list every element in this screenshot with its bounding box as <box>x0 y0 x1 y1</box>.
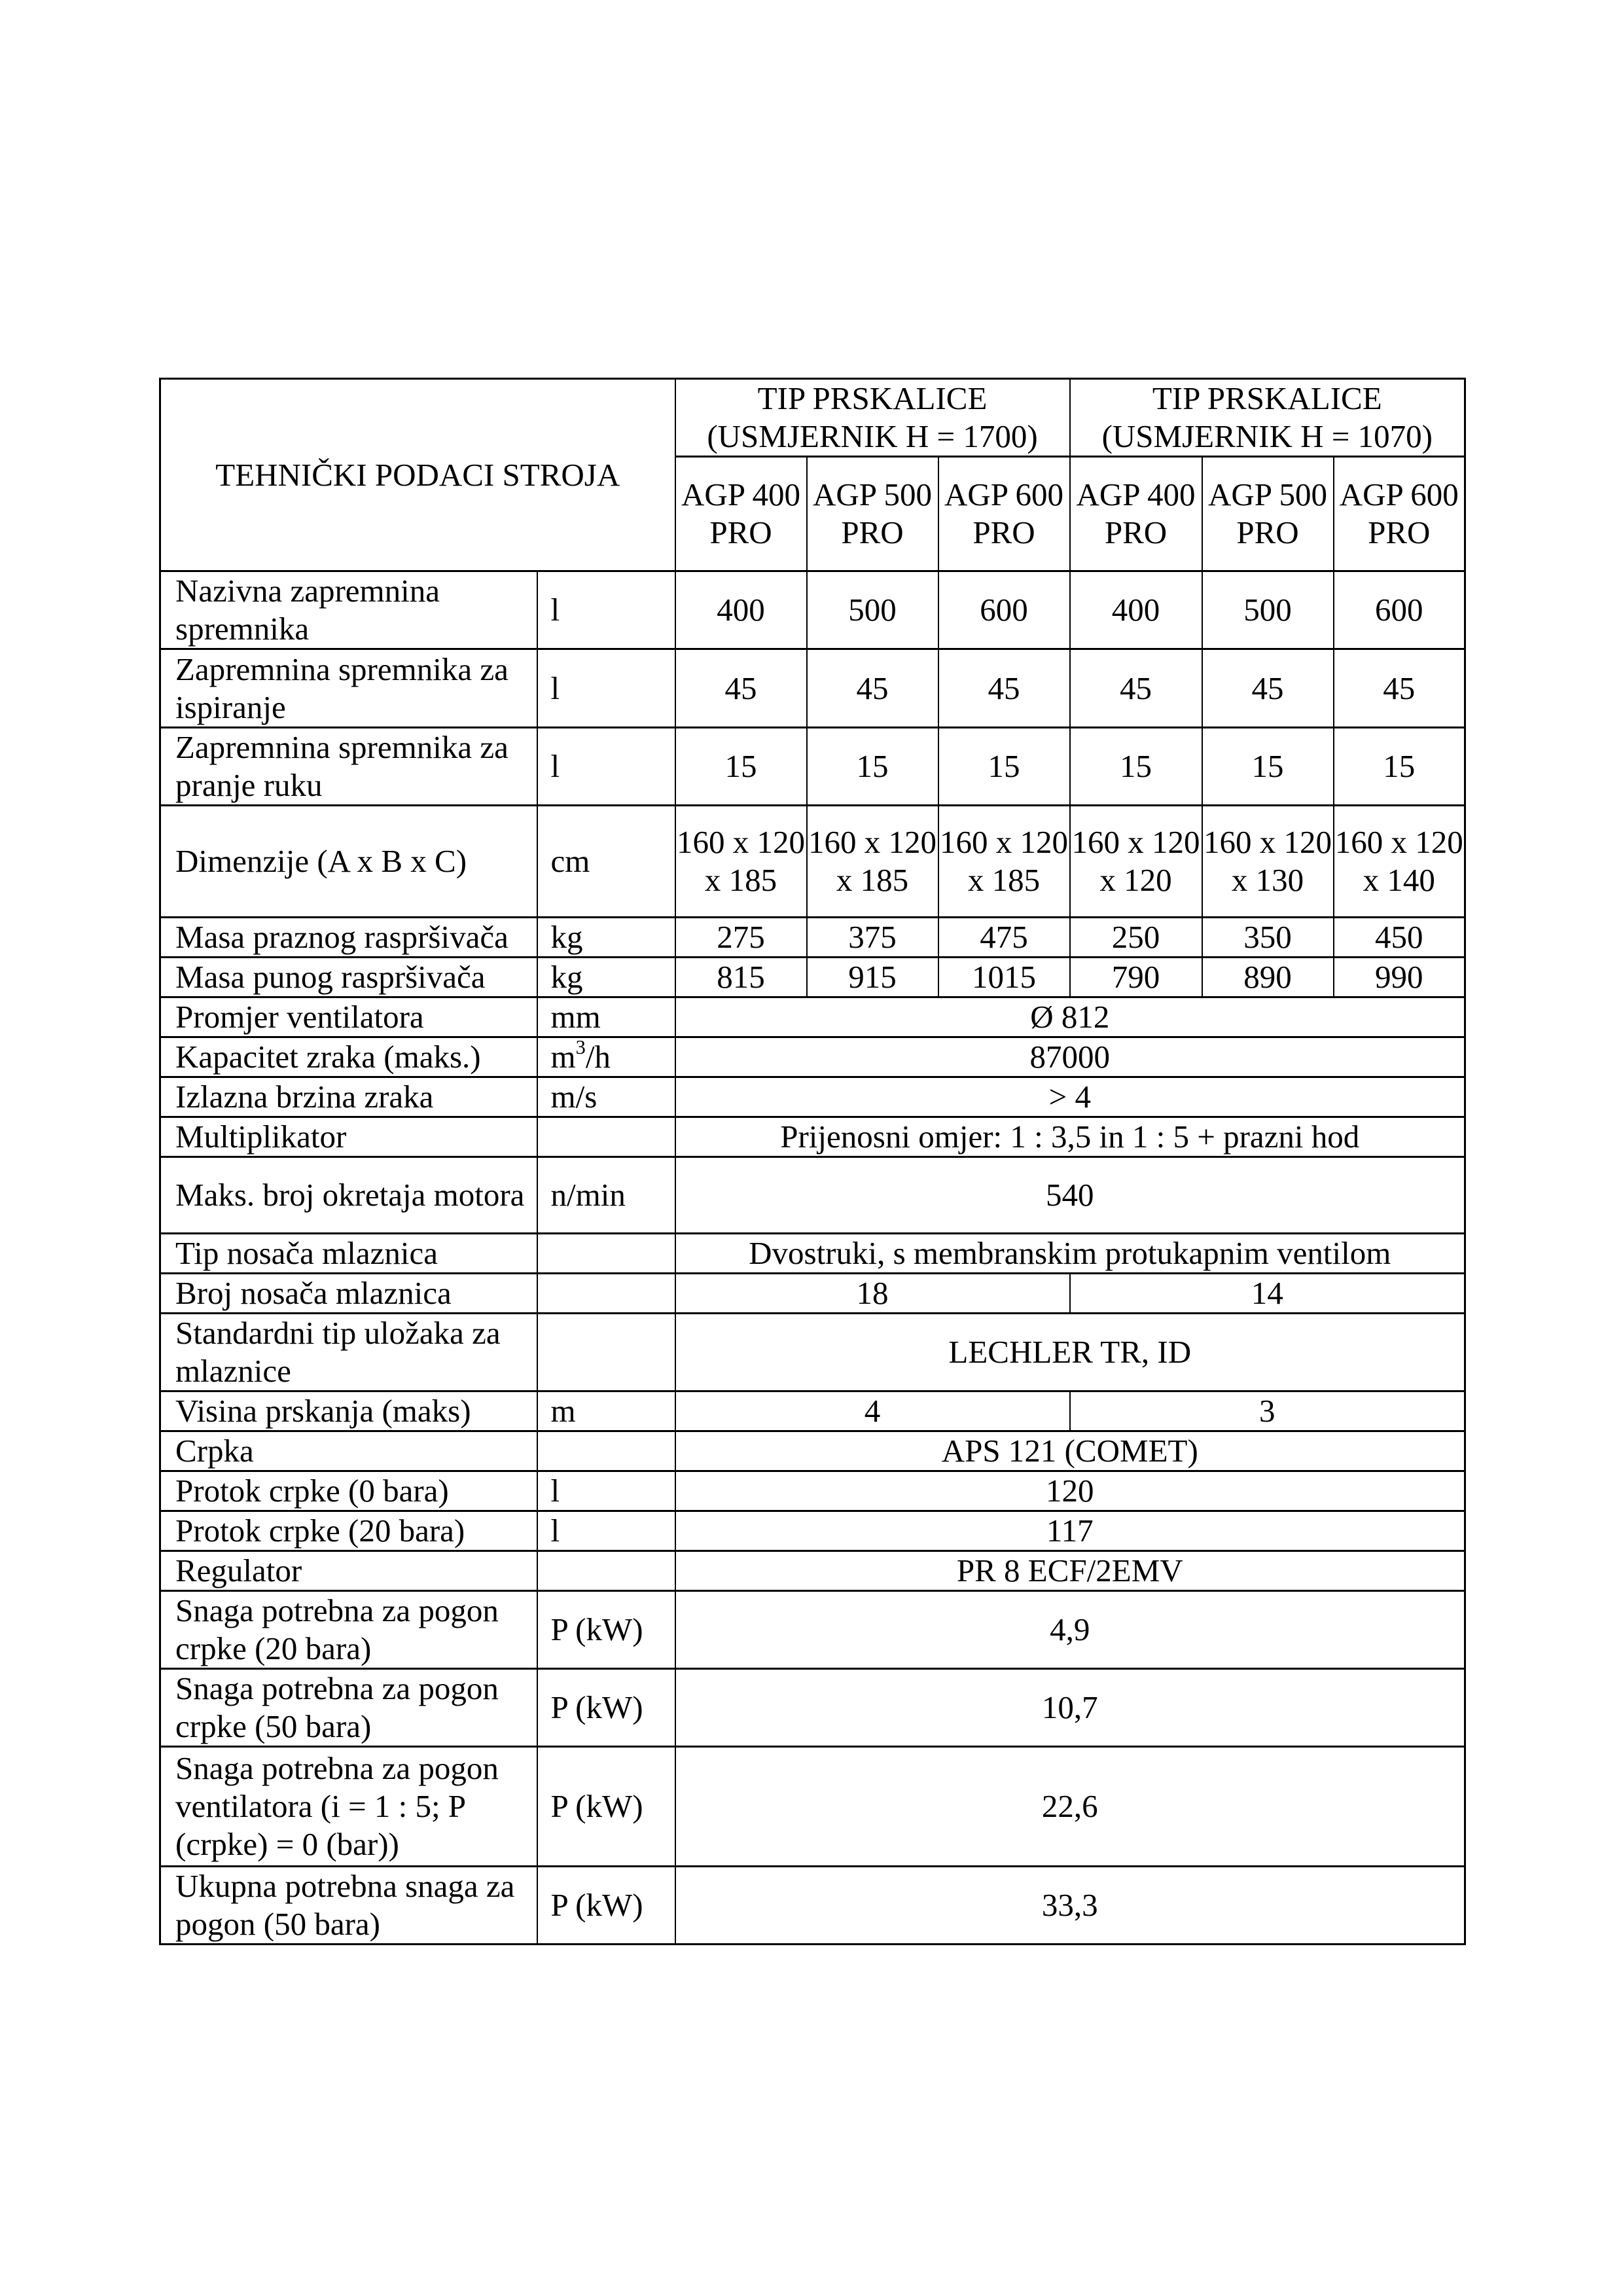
value-cell: 250 <box>1070 918 1202 958</box>
value-cell: 45 <box>1202 649 1334 728</box>
group-title-line1: TIP PRSKALICE <box>757 380 988 416</box>
table-row <box>160 1867 1465 1945</box>
value-cell: 600 <box>938 571 1070 649</box>
value-cell: 540 <box>675 1157 1465 1234</box>
value-cell: 350 <box>1202 918 1334 958</box>
row-label: Tip nosača mlaznica <box>160 1234 537 1274</box>
value-cell: 375 <box>807 918 938 958</box>
row-label: Snaga potrebna za pogon crpke (50 bara) <box>160 1669 537 1747</box>
row-label: Multiplikator <box>160 1117 537 1157</box>
table-row <box>160 1747 1465 1867</box>
group-title-line2: (USMJERNIK H = 1070) <box>1101 418 1433 454</box>
table-row <box>160 1117 1465 1157</box>
row-unit: mm <box>537 997 675 1037</box>
value-cell: 117 <box>675 1511 1465 1551</box>
table-row <box>160 1591 1465 1669</box>
value-cell: 500 <box>807 571 938 649</box>
row-unit: kg <box>537 918 675 958</box>
group-title-line1: TIP PRSKALICE <box>1152 380 1382 416</box>
value-cell: 815 <box>675 958 807 997</box>
row-unit <box>537 1117 675 1157</box>
row-unit: l <box>537 571 675 649</box>
value-cell: 45 <box>807 649 938 728</box>
value-cell: 22,6 <box>675 1747 1465 1867</box>
table-row <box>160 1274 1465 1314</box>
value-cell: APS 121 (COMET) <box>675 1431 1465 1471</box>
table-corner-title: TEHNIČKI PODACI STROJA <box>160 379 675 571</box>
value-cell: 15 <box>938 728 1070 806</box>
row-label: Regulator <box>160 1551 537 1591</box>
row-unit <box>537 1314 675 1391</box>
row-label: Kapacitet zraka (maks.) <box>160 1037 537 1077</box>
model-header: AGP 600 PRO <box>938 457 1070 571</box>
value-cell: Prijenosni omjer: 1 : 3,5 in 1 : 5 + prazni hod <box>675 1117 1465 1157</box>
value-cell: 87000 <box>675 1037 1465 1077</box>
row-label: Nazivna zapremnina spremnika <box>160 571 537 649</box>
value-cell: 15 <box>807 728 938 806</box>
row-unit: l <box>537 728 675 806</box>
row-unit: l <box>537 1511 675 1551</box>
value-cell: Dvostruki, s membranskim protukapnim ventilom <box>675 1234 1465 1274</box>
row-unit <box>537 1431 675 1471</box>
value-cell: 45 <box>1334 649 1465 728</box>
table-row <box>160 997 1465 1037</box>
value-cell: 15 <box>1202 728 1334 806</box>
technical-data-table <box>159 378 1466 1945</box>
row-unit: l <box>537 649 675 728</box>
row-label: Snaga potrebna za pogon crpke (20 bara) <box>160 1591 537 1669</box>
table-row <box>160 1037 1465 1077</box>
value-cell: 160 x 120 x 185 <box>938 806 1070 918</box>
value-cell: 160 x 120 x 130 <box>1202 806 1334 918</box>
model-header: AGP 600 PRO <box>1334 457 1465 571</box>
model-header: AGP 400 PRO <box>1070 457 1202 571</box>
value-cell: 160 x 120 x 140 <box>1334 806 1465 918</box>
model-header: AGP 500 PRO <box>807 457 938 571</box>
table-row <box>160 958 1465 997</box>
row-unit: P (kW) <box>537 1867 675 1945</box>
row-label: Standardni tip uložaka za mlaznice <box>160 1314 537 1391</box>
row-label: Zapremnina spremnika za ispiranje <box>160 649 537 728</box>
value-cell: 160 x 120 x 120 <box>1070 806 1202 918</box>
row-unit: cm <box>537 806 675 918</box>
value-cell: 450 <box>1334 918 1465 958</box>
value-cell: 600 <box>1334 571 1465 649</box>
group-title-line2: (USMJERNIK H = 1700) <box>707 418 1038 454</box>
value-cell: > 4 <box>675 1077 1465 1117</box>
value-cell: 790 <box>1070 958 1202 997</box>
value-cell: 15 <box>675 728 807 806</box>
table-row <box>160 1551 1465 1591</box>
group-header-usmjernik-1070 <box>1070 379 1465 457</box>
value-cell: 15 <box>1070 728 1202 806</box>
row-unit <box>537 1274 675 1314</box>
row-label: Zapremnina spremnika za pranje ruku <box>160 728 537 806</box>
value-cell: 160 x 120 x 185 <box>807 806 938 918</box>
value-cell: Ø 812 <box>675 997 1465 1037</box>
row-unit <box>537 1551 675 1591</box>
value-cell: 45 <box>1070 649 1202 728</box>
row-label: Visina prskanja (maks) <box>160 1391 537 1431</box>
group-header-usmjernik-1700 <box>675 379 1070 457</box>
table-body <box>160 571 1465 1945</box>
row-label: Promjer ventilatora <box>160 997 537 1037</box>
value-cell: 500 <box>1202 571 1334 649</box>
row-label: Protok crpke (0 bara) <box>160 1471 537 1511</box>
table-row <box>160 1391 1465 1431</box>
value-cell: 45 <box>938 649 1070 728</box>
row-unit: m <box>537 1391 675 1431</box>
table-row <box>160 1431 1465 1471</box>
row-label: Maks. broj okretaja motora <box>160 1157 537 1234</box>
table-row <box>160 806 1465 918</box>
model-header: AGP 400 PRO <box>675 457 807 571</box>
value-cell: 4,9 <box>675 1591 1465 1669</box>
value-cell: 400 <box>1070 571 1202 649</box>
row-unit: P (kW) <box>537 1669 675 1747</box>
value-cell: 275 <box>675 918 807 958</box>
row-label: Snaga potrebna za pogon ventilatora (i = 1 : 5; P (crpke) = 0 (bar)) <box>160 1747 537 1867</box>
table-row <box>160 1234 1465 1274</box>
row-label: Masa praznog raspršivača <box>160 918 537 958</box>
value-cell: 45 <box>675 649 807 728</box>
value-cell: 475 <box>938 918 1070 958</box>
row-label: Protok crpke (20 bara) <box>160 1511 537 1551</box>
row-label: Ukupna potrebna snaga za pogon (50 bara) <box>160 1867 537 1945</box>
row-unit: n/min <box>537 1157 675 1234</box>
value-cell: LECHLER TR, ID <box>675 1314 1465 1391</box>
value-cell: 10,7 <box>675 1669 1465 1747</box>
table-row <box>160 1511 1465 1551</box>
value-cell: 4 <box>675 1391 1070 1431</box>
row-unit <box>537 1234 675 1274</box>
value-cell: 15 <box>1334 728 1465 806</box>
table-row <box>160 649 1465 728</box>
value-cell: 3 <box>1070 1391 1465 1431</box>
row-unit: l <box>537 1471 675 1511</box>
value-cell: 33,3 <box>675 1867 1465 1945</box>
value-cell: 1015 <box>938 958 1070 997</box>
row-label: Crpka <box>160 1431 537 1471</box>
table-row <box>160 1077 1465 1117</box>
table-row <box>160 1471 1465 1511</box>
value-cell: 14 <box>1070 1274 1465 1314</box>
table-row <box>160 1314 1465 1391</box>
value-cell: 890 <box>1202 958 1334 997</box>
row-unit: kg <box>537 958 675 997</box>
table-row <box>160 918 1465 958</box>
value-cell: 400 <box>675 571 807 649</box>
table-row <box>160 571 1465 649</box>
table-row <box>160 1157 1465 1234</box>
row-unit: $m^3/h$ <box>537 1037 675 1077</box>
row-unit: P (kW) <box>537 1747 675 1867</box>
row-unit: m/s <box>537 1077 675 1117</box>
group-header-row <box>160 379 1465 457</box>
model-header: AGP 500 PRO <box>1202 457 1334 571</box>
table-header <box>160 379 1465 571</box>
value-cell: 160 x 120 x 185 <box>675 806 807 918</box>
value-cell: 18 <box>675 1274 1070 1314</box>
row-label: Izlazna brzina zraka <box>160 1077 537 1117</box>
value-cell: PR 8 ECF/2EMV <box>675 1551 1465 1591</box>
value-cell: 915 <box>807 958 938 997</box>
row-label: Masa punog raspršivača <box>160 958 537 997</box>
value-cell: 120 <box>675 1471 1465 1511</box>
table-row <box>160 728 1465 806</box>
table-row <box>160 1669 1465 1747</box>
row-label: Dimenzije (A x B x C) <box>160 806 537 918</box>
value-cell: 990 <box>1334 958 1465 997</box>
row-unit: P (kW) <box>537 1591 675 1669</box>
row-label: Broj nosača mlaznica <box>160 1274 537 1314</box>
